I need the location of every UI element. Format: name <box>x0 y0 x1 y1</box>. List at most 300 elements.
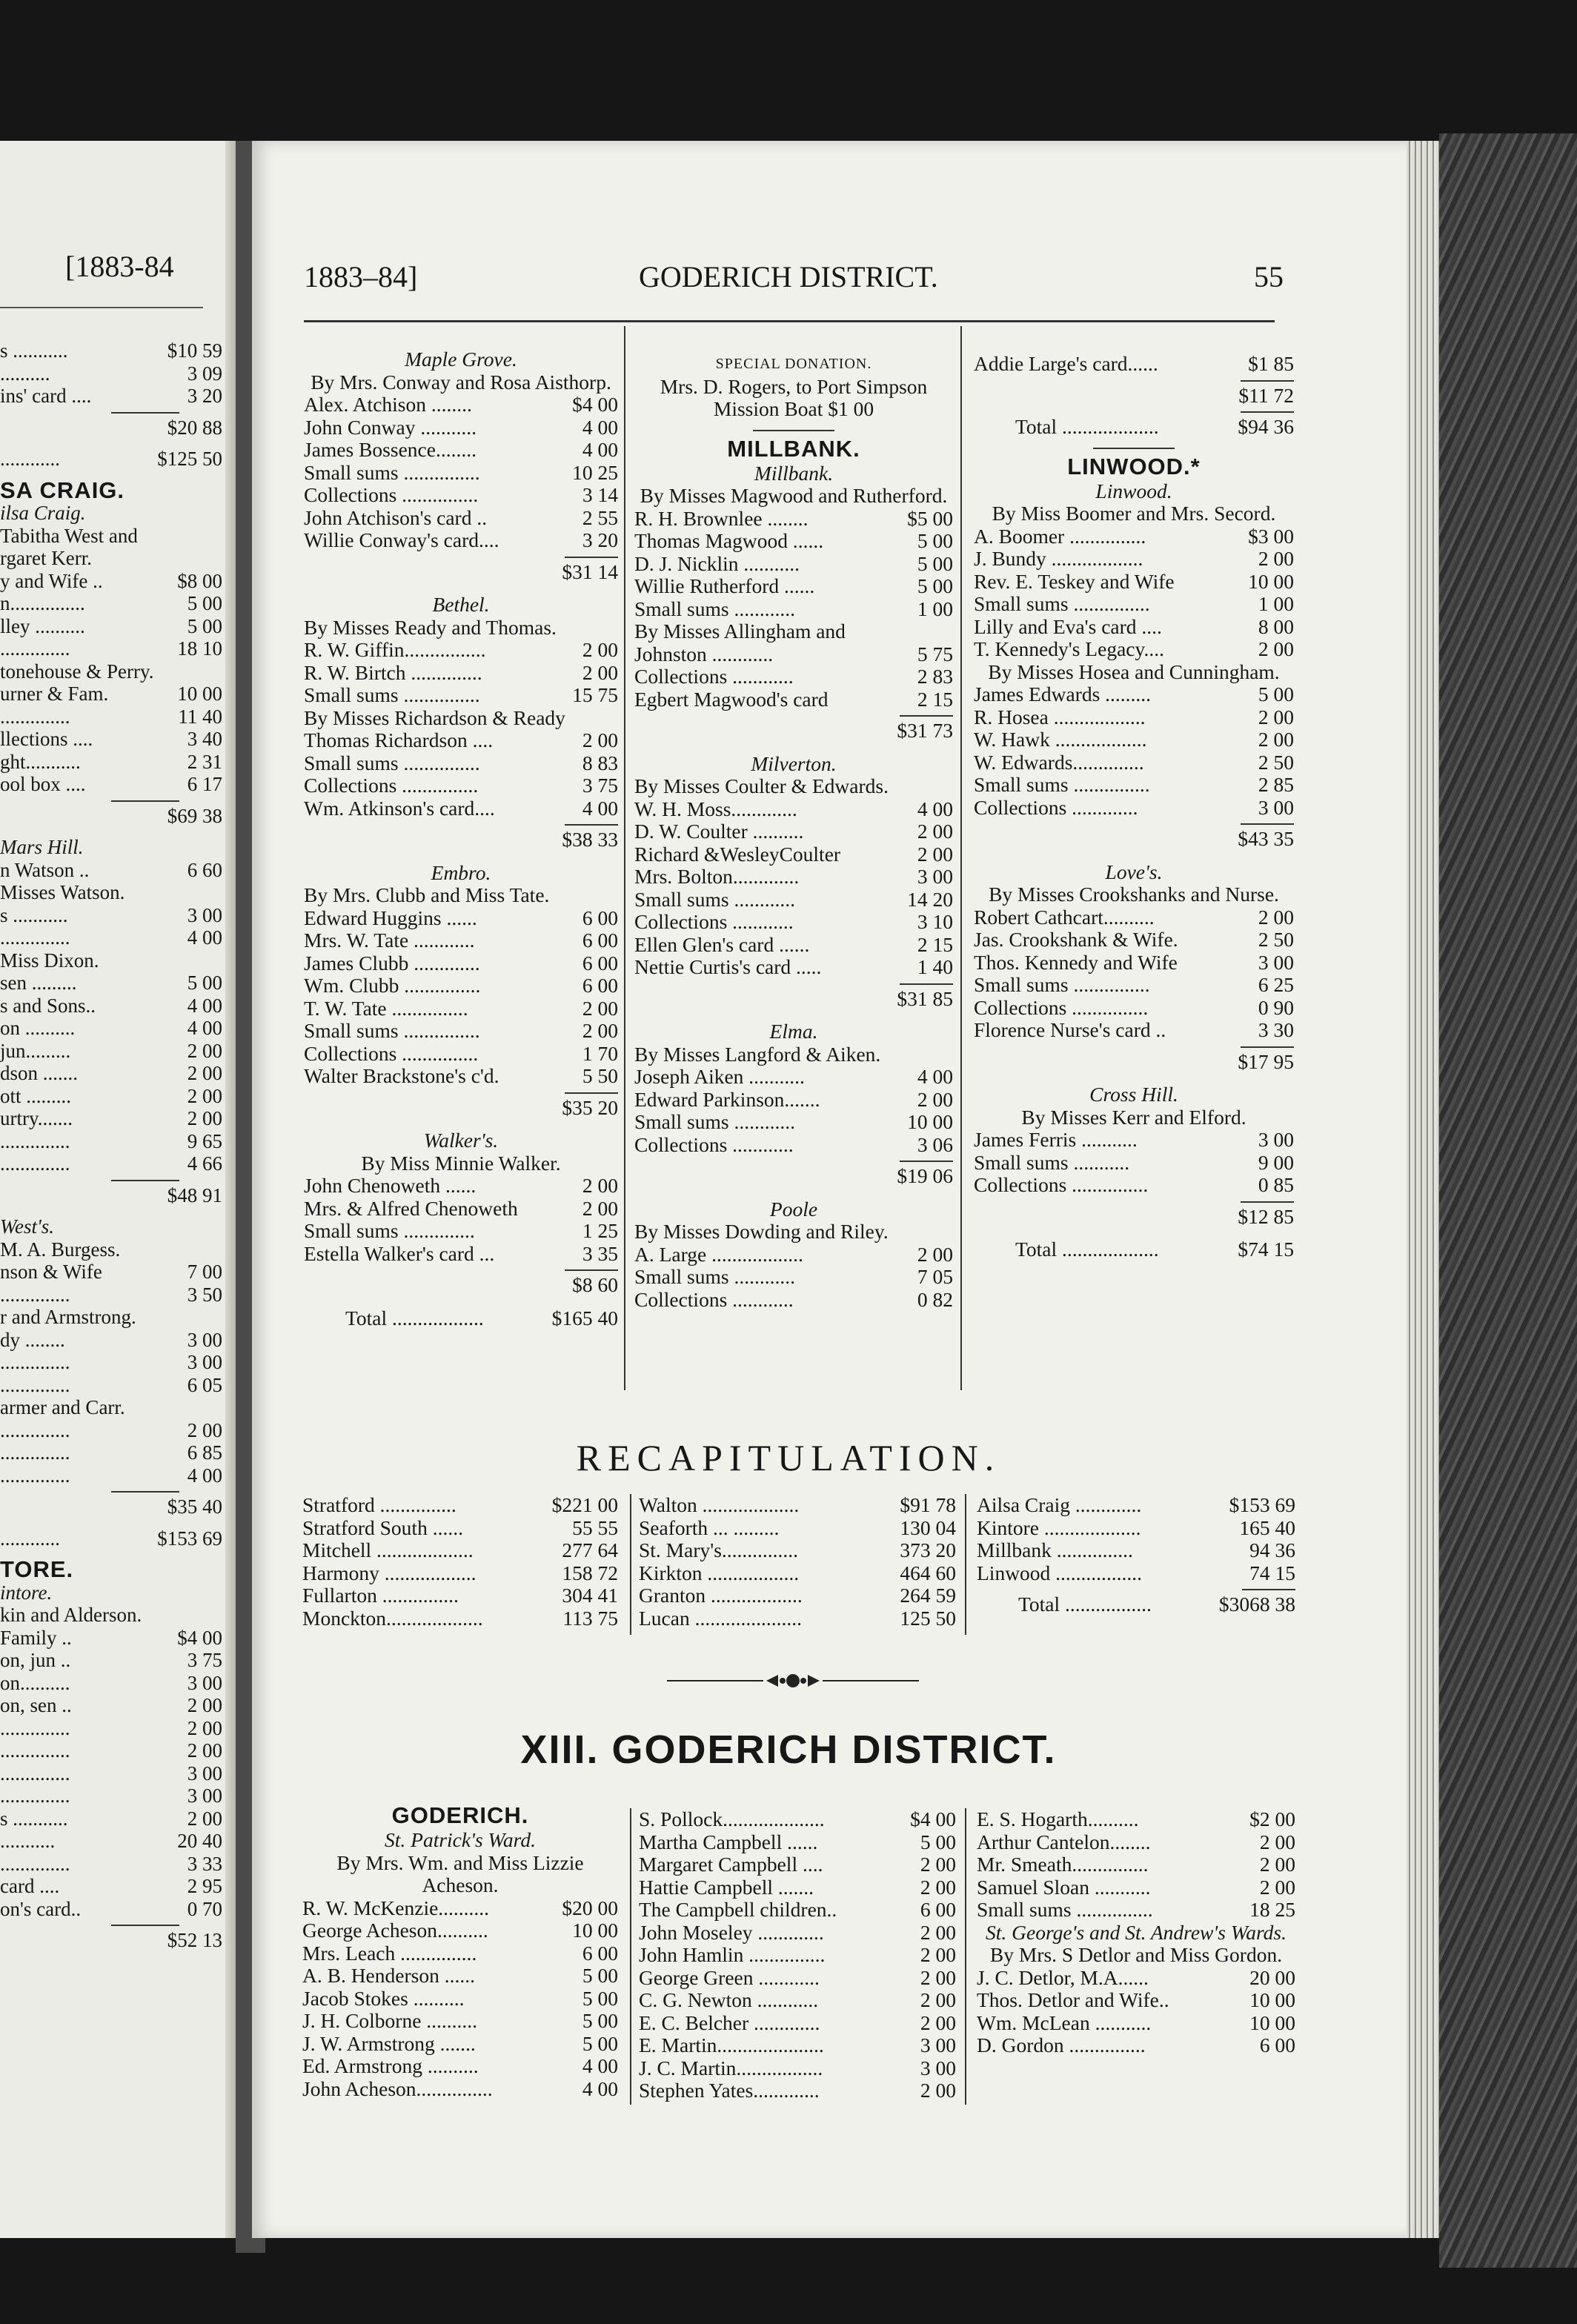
entry-line <box>0 1694 222 1717</box>
entry-amount: 11 40 <box>178 705 222 728</box>
entry-label: s ........... <box>0 903 68 926</box>
entry-label: Mrs. Leach ............... <box>302 1941 477 1965</box>
entry-amount: 4 00 <box>582 2076 618 2100</box>
entry-label: Collections ............... <box>304 774 479 797</box>
entry-label: Wm. McLean ........... <box>977 2011 1152 2034</box>
entry-amount: 2 55 <box>582 505 618 529</box>
entry-label: Small sums ............ <box>634 887 795 911</box>
entry-amount: $31 85 <box>897 986 953 1010</box>
entry-line <box>974 548 1294 571</box>
entry-amount: 2 00 <box>1258 728 1294 751</box>
entry-amount: 1 25 <box>582 1219 618 1242</box>
subtotal-rule <box>111 800 179 802</box>
entry-label: .............. <box>0 1351 70 1373</box>
entry-line <box>302 1919 618 1942</box>
entry-amount: 2 00 <box>1258 547 1294 570</box>
entry-line <box>639 1607 956 1630</box>
entry-line <box>634 934 953 957</box>
entry-amount: $4 00 <box>177 1626 222 1649</box>
spacer <box>634 743 953 753</box>
entry-label: John Moseley ............. <box>639 1920 824 1944</box>
entry-line <box>304 1020 618 1043</box>
entry-line <box>0 1107 222 1130</box>
entry-label: Kirkton .................. <box>639 1561 800 1584</box>
entry-amount: 2 00 <box>187 1107 222 1129</box>
entry-label: Ailsa Craig ............. <box>977 1493 1142 1516</box>
entry-amount: 0 82 <box>917 1287 953 1311</box>
entry-label: Edward Huggins ...... <box>304 906 477 929</box>
entry-line <box>304 929 618 952</box>
entry-label: Richard &WesleyCoulter <box>634 842 841 866</box>
entry-label: Small sums ............ <box>634 597 795 620</box>
entry-amount: 18 10 <box>177 637 222 660</box>
entry-amount: 2 00 <box>187 1694 222 1716</box>
total-line <box>974 1238 1294 1261</box>
entry-amount: 8 00 <box>1258 614 1294 638</box>
subtotal-rule <box>565 1269 618 1271</box>
entry-line <box>639 2012 956 2035</box>
entry-line <box>302 1517 618 1540</box>
marbled-cover <box>1439 133 1577 2268</box>
entry-label: The Campbell children.. <box>639 1898 837 1921</box>
entry-label: Samuel Sloan ........... <box>977 1875 1151 1899</box>
spacer <box>0 439 222 448</box>
total-line <box>304 1307 618 1330</box>
entry-line <box>0 706 222 728</box>
entry-amount: $20 88 <box>167 416 222 439</box>
entry-line <box>639 1944 956 1967</box>
entry-label: Collections ............. <box>974 795 1138 819</box>
entry-line <box>974 1129 1294 1152</box>
entry-line <box>634 1089 953 1112</box>
entry-amount: 6 60 <box>187 858 222 881</box>
entry-line <box>0 1649 222 1672</box>
district-title: XIII. GODERICH DISTRICT. <box>520 1727 1057 1772</box>
entry-amount: $43 35 <box>1238 827 1294 850</box>
entry-label: .............. <box>0 1373 70 1396</box>
collectors-line: By Misses Crookshanks and Nurse. <box>989 883 1279 906</box>
entry-label: on.......... <box>0 1671 70 1694</box>
entry-label: J. Bundy .................. <box>974 547 1143 570</box>
entry-amount: 10 00 <box>1249 1988 1295 2011</box>
subtotal-rule <box>1241 380 1294 382</box>
entry-label: Total ................... <box>1015 415 1159 438</box>
entry-label: tonehouse & Perry. <box>0 660 154 683</box>
entry-label: Thomas Magwood ...... <box>634 529 824 552</box>
entry-line <box>0 448 222 471</box>
place-heading: St. George's and St. Andrew's Wards. <box>986 1920 1286 1944</box>
place-heading: Maple Grove. <box>405 348 517 371</box>
entry-amount: 2 00 <box>917 1087 953 1111</box>
entry-line <box>0 1351 222 1374</box>
entry-label: Wm. Clubb ............... <box>304 974 481 997</box>
subtotal-rule <box>111 1925 179 1926</box>
entry-label: rgaret Kerr. <box>0 547 92 569</box>
entry-label: Millbank ............... <box>977 1538 1133 1561</box>
entry-line <box>0 637 222 660</box>
entry-label: dson ....... <box>0 1062 79 1084</box>
entry-line <box>634 911 953 934</box>
entry-line <box>304 774 618 797</box>
column-linwood <box>974 353 1294 1261</box>
entry-amount: 5 00 <box>582 1964 618 1987</box>
entry-line <box>302 1988 618 2011</box>
section-heading: MILLBANK. <box>727 435 860 462</box>
entry-line <box>634 1165 953 1188</box>
entry-line <box>0 683 222 706</box>
subtotal-rule <box>1242 1589 1295 1590</box>
entry-label: Collections ............... <box>974 1173 1149 1196</box>
entry-amount: 4 00 <box>917 1065 953 1088</box>
entry-label: Stratford South ...... <box>302 1515 463 1539</box>
entry-line <box>304 1043 618 1066</box>
entry-line <box>977 1967 1295 1990</box>
subtotal-rule <box>900 715 953 717</box>
entry-label: E. S. Hogarth.......... <box>977 1807 1139 1830</box>
entry-line <box>634 530 953 553</box>
entry-line <box>302 1539 618 1562</box>
entry-amount: 2 00 <box>920 1965 956 1989</box>
entry-amount: 4 00 <box>187 1017 222 1039</box>
entry-amount: 2 00 <box>582 996 618 1020</box>
entry-line <box>0 1581 222 1604</box>
entry-amount: 2 00 <box>582 1196 618 1220</box>
entry-amount: 4 00 <box>582 438 618 461</box>
entry-amount: $5 00 <box>907 506 953 530</box>
entry-label: Alex. Atchison ........ <box>304 393 472 416</box>
entry-label: Jacob Stokes .......... <box>302 1986 465 2010</box>
entry-line <box>0 1184 222 1207</box>
entry-line <box>639 2034 956 2057</box>
entry-label: R. H. Brownlee ........ <box>634 506 809 530</box>
entry-label: Total ................. <box>1018 1593 1152 1616</box>
entry-label: Small sums ............... <box>974 773 1150 796</box>
entry-label: on .......... <box>0 1017 76 1039</box>
entry-amount: 464 60 <box>900 1561 956 1584</box>
entry-label: James Ferris ........... <box>974 1128 1138 1151</box>
entry-amount: 4 00 <box>582 2054 618 2077</box>
entry-label: E. C. Belcher ............. <box>639 2011 820 2034</box>
entry-label: Small sums ............ <box>634 1110 795 1133</box>
subtotal-rule <box>1241 1046 1294 1048</box>
entry-line <box>639 2057 956 2080</box>
entry-line <box>974 353 1294 376</box>
entry-amount: $4 00 <box>572 393 618 416</box>
entry-label: Lucan ..................... <box>639 1606 802 1630</box>
entry-amount: 10 00 <box>907 1110 953 1133</box>
entry-label: S. Pollock.................... <box>639 1807 825 1830</box>
entry-amount: $74 15 <box>1238 1238 1294 1261</box>
entry-label: Collections ............ <box>634 665 794 688</box>
entry-amount: 5 00 <box>582 2031 618 2055</box>
entry-amount: 3 00 <box>187 1328 222 1351</box>
entry-label: J. H. Colborne .......... <box>302 2009 478 2032</box>
entry-label: Misses Watson. <box>0 881 125 903</box>
entry-label: Egbert Magwood's card <box>634 687 829 711</box>
entry-amount: 10 00 <box>1249 2011 1295 2034</box>
entry-amount: 5 00 <box>187 592 222 614</box>
entry-label: n............... <box>0 592 85 614</box>
entry-label: Stratford ............... <box>302 1493 456 1516</box>
subtotal-rule <box>565 557 618 558</box>
entry-label: .............. <box>0 1784 70 1807</box>
entry-label: Mars Hill. <box>0 836 84 858</box>
place-heading: Walker's. <box>423 1129 499 1152</box>
entry-label: J. W. Armstrong ....... <box>302 2031 476 2055</box>
entry-line <box>639 1853 956 1876</box>
place-heading: Milverton. <box>751 751 837 775</box>
entry-label: Collections ............ <box>634 910 794 933</box>
recap-column-1 <box>302 1494 618 1630</box>
entry-line <box>0 1396 222 1419</box>
entry-line <box>0 1495 222 1518</box>
entry-amount: 2 00 <box>1258 637 1294 660</box>
entry-label: By Misses Coulter & Edwards. <box>634 774 889 797</box>
entry-line <box>974 706 1294 729</box>
entry-line <box>0 926 222 949</box>
place-heading: Cross Hill. <box>1089 1083 1178 1106</box>
entry-label: .............. <box>0 926 70 949</box>
spacer <box>304 583 618 594</box>
entry-label: J. C. Detlor, M.A...... <box>977 1965 1149 1989</box>
section-rule <box>753 430 834 431</box>
spacer <box>0 1206 222 1215</box>
entry-line <box>634 1289 953 1312</box>
entry-line <box>0 751 222 774</box>
entry-label: Mrs. W. Tate ............ <box>304 929 475 952</box>
entry-line <box>0 660 222 683</box>
entry-amount: 20 40 <box>177 1830 222 1852</box>
entry-line <box>634 688 953 711</box>
entry-amount: 2 00 <box>917 842 953 866</box>
entry-line <box>977 1539 1295 1562</box>
entry-label: .............. <box>0 1441 70 1464</box>
column-divider <box>965 1494 966 1635</box>
entry-amount: 5 00 <box>917 574 953 597</box>
entry-line <box>639 1517 956 1540</box>
entry-amount: 2 00 <box>187 1739 222 1762</box>
entry-label: Margaret Campbell .... <box>639 1853 823 1876</box>
entry-line <box>304 952 618 975</box>
entry-label: on, jun .. <box>0 1649 71 1671</box>
collectors-line: By Miss Boomer and Mrs. Secord. <box>992 502 1276 525</box>
entry-line <box>304 975 618 997</box>
subtotal-rule <box>111 1491 179 1493</box>
entry-label: By Misses Dowding and Riley. <box>634 1220 889 1243</box>
entry-label: James Bossence........ <box>304 438 477 461</box>
entry-line <box>974 1152 1294 1175</box>
entry-amount: 6 00 <box>582 951 618 975</box>
entry-label: Collections ............... <box>974 995 1149 1019</box>
entry-amount: $2 00 <box>1249 1807 1295 1830</box>
entry-line <box>0 1306 222 1329</box>
entry-line <box>304 484 618 507</box>
entry-line <box>634 720 953 743</box>
spacer <box>0 1518 222 1527</box>
entry-label: .......... <box>0 362 50 385</box>
entry-line <box>304 797 618 820</box>
entry-line <box>0 1627 222 1650</box>
entry-amount: $94 36 <box>1238 415 1294 438</box>
entry-line <box>974 385 1294 408</box>
entry-line <box>974 929 1294 952</box>
entry-line <box>0 859 222 882</box>
entry-amount: 4 00 <box>917 797 953 820</box>
entry-label: y and Wife .. <box>0 569 103 592</box>
entry-label: M. A. Burgess. <box>0 1238 121 1261</box>
entry-amount: $69 38 <box>167 804 222 827</box>
entry-amount: $153 69 <box>157 1527 222 1550</box>
entry-amount: 55 55 <box>572 1515 618 1539</box>
entry-line <box>977 1808 1295 1831</box>
spacer <box>974 1073 1294 1083</box>
entry-amount: 5 00 <box>187 614 222 637</box>
entry-label: E. Martin..................... <box>639 2034 824 2056</box>
entry-amount: 3 50 <box>187 1283 222 1306</box>
entry-amount: 7 05 <box>917 1265 953 1288</box>
entry-amount: $3068 38 <box>1218 1593 1295 1616</box>
entry-amount: 130 04 <box>900 1515 956 1539</box>
collectors-line: By Misses Hosea and Cunningham. <box>988 660 1280 683</box>
entry-amount: 2 00 <box>1258 905 1294 929</box>
spacer <box>304 1119 618 1129</box>
entry-label: ............ <box>0 1527 60 1550</box>
entry-line <box>304 462 618 485</box>
entry-label: s ........... <box>0 1807 68 1830</box>
entry-label: Miss Dixon. <box>0 949 99 972</box>
entry-amount: $125 50 <box>157 448 222 470</box>
entry-line <box>0 1853 222 1876</box>
entry-label: Small sums ............ <box>634 1265 795 1288</box>
entry-line <box>304 1065 618 1088</box>
entry-line <box>302 1897 618 1920</box>
entry-line <box>634 1066 953 1089</box>
entry-amount: 5 00 <box>187 972 222 994</box>
entry-amount: 5 00 <box>917 529 953 552</box>
entry-line <box>634 843 953 866</box>
entry-label: R. Hosea .................. <box>974 705 1146 728</box>
entry-amount: 158 72 <box>562 1561 618 1584</box>
entry-line <box>0 570 222 593</box>
entry-amount: 2 00 <box>582 728 618 751</box>
entry-line <box>634 620 953 643</box>
collectors-line: By Misses Kerr and Elford. <box>1021 1105 1246 1129</box>
section-rule <box>1093 448 1175 449</box>
entry-line <box>0 972 222 995</box>
entry-line <box>304 561 618 584</box>
entry-line <box>977 1517 1295 1540</box>
entry-amount: 2 00 <box>920 1853 956 1876</box>
entry-amount: 2 00 <box>187 1084 222 1107</box>
entry-amount: 1 00 <box>917 597 953 620</box>
entry-label: Family .. <box>0 1626 72 1649</box>
entry-line <box>974 571 1294 594</box>
entry-line <box>0 362 222 385</box>
entry-label: Ellen Glen's card ...... <box>634 932 810 956</box>
entry-amount: 2 00 <box>920 1875 956 1899</box>
entry-label: Willie Conway's card.... <box>304 528 499 551</box>
entry-line <box>0 1261 222 1284</box>
entry-label: Mitchell ................... <box>302 1538 474 1561</box>
entry-line <box>0 1929 222 1952</box>
entry-label: n Watson .. <box>0 858 90 881</box>
entry-line <box>974 797 1294 820</box>
entry-label: J. C. Martin................. <box>639 2056 823 2079</box>
subtotal-rule <box>1241 1201 1294 1203</box>
entry-amount: 3 33 <box>187 1852 222 1875</box>
entry-label: John Atchison's card .. <box>304 505 488 529</box>
entry-label: ........... <box>0 1830 56 1852</box>
entry-line <box>634 820 953 843</box>
entry-amount: 125 50 <box>900 1606 956 1630</box>
entry-amount: 20 00 <box>1249 1965 1295 1989</box>
entry-label: Small sums ............... <box>974 973 1150 996</box>
entry-line <box>0 1830 222 1853</box>
entry-label: Jas. Crookshank & Wife. <box>974 928 1178 951</box>
entry-amount: 5 00 <box>917 551 953 575</box>
entry-label: James Clubb ............. <box>304 951 480 975</box>
entry-label: John Acheson............... <box>302 2076 493 2100</box>
entry-amount: 2 50 <box>1258 750 1294 774</box>
entry-amount: 2 00 <box>1259 1853 1295 1876</box>
entry-label: Mrs. & Alfred Chenoweth <box>304 1196 518 1220</box>
entry-line <box>639 1831 956 1854</box>
entry-label: Small sums ............... <box>974 592 1150 615</box>
entry-amount: 1 00 <box>1258 592 1294 615</box>
entry-amount: $35 40 <box>167 1495 222 1518</box>
entry-line <box>0 547 222 570</box>
entry-line <box>304 829 618 851</box>
entry-amount: 277 64 <box>562 1538 618 1561</box>
entry-label: s ........... <box>0 339 68 362</box>
entry-label: Collections ............ <box>634 1132 794 1156</box>
entry-amount: 74 15 <box>1249 1561 1295 1584</box>
entry-line <box>639 1989 956 2012</box>
entry-amount: 4 00 <box>582 415 618 439</box>
entry-line <box>977 1989 1295 2012</box>
entry-label: .............. <box>0 1283 70 1306</box>
entry-amount: 3 00 <box>1258 950 1294 974</box>
entry-label: Nettie Curtis's card ..... <box>634 955 822 978</box>
entry-label: ins' card .... <box>0 385 92 407</box>
entry-line <box>0 773 222 796</box>
entry-amount: 3 00 <box>1258 1128 1294 1151</box>
entry-amount: 3 35 <box>582 1241 618 1265</box>
entry-label: Granton .................. <box>639 1584 803 1607</box>
entry-amount: $12 85 <box>1238 1204 1294 1228</box>
entry-amount: 3 00 <box>187 1671 222 1694</box>
entry-amount: $8 60 <box>572 1273 618 1296</box>
entry-line <box>0 1672 222 1695</box>
entry-label: Thos. Detlor and Wife.. <box>977 1988 1169 2011</box>
entry-line <box>302 2055 618 2078</box>
entry-amount: 2 50 <box>1258 928 1294 951</box>
entry-line <box>974 683 1294 706</box>
entry-label: John Hamlin ............... <box>639 1943 826 1966</box>
entry-line <box>634 798 953 821</box>
entry-amount: 14 20 <box>907 887 953 911</box>
entry-label: Stephen Yates............. <box>639 2079 820 2102</box>
entry-label: A. Large .................. <box>634 1242 803 1266</box>
column-divider <box>965 1808 966 2105</box>
entry-amount: 3 75 <box>582 774 618 797</box>
entry-label: Thomas Richardson .... <box>304 728 494 751</box>
entry-label: By Misses Langford & Aiken. <box>634 1042 881 1066</box>
entry-label: R. W. Giffin................ <box>304 638 486 661</box>
entry-amount: 9 65 <box>187 1129 222 1152</box>
entry-line <box>0 479 222 502</box>
entry-line <box>639 1494 956 1517</box>
